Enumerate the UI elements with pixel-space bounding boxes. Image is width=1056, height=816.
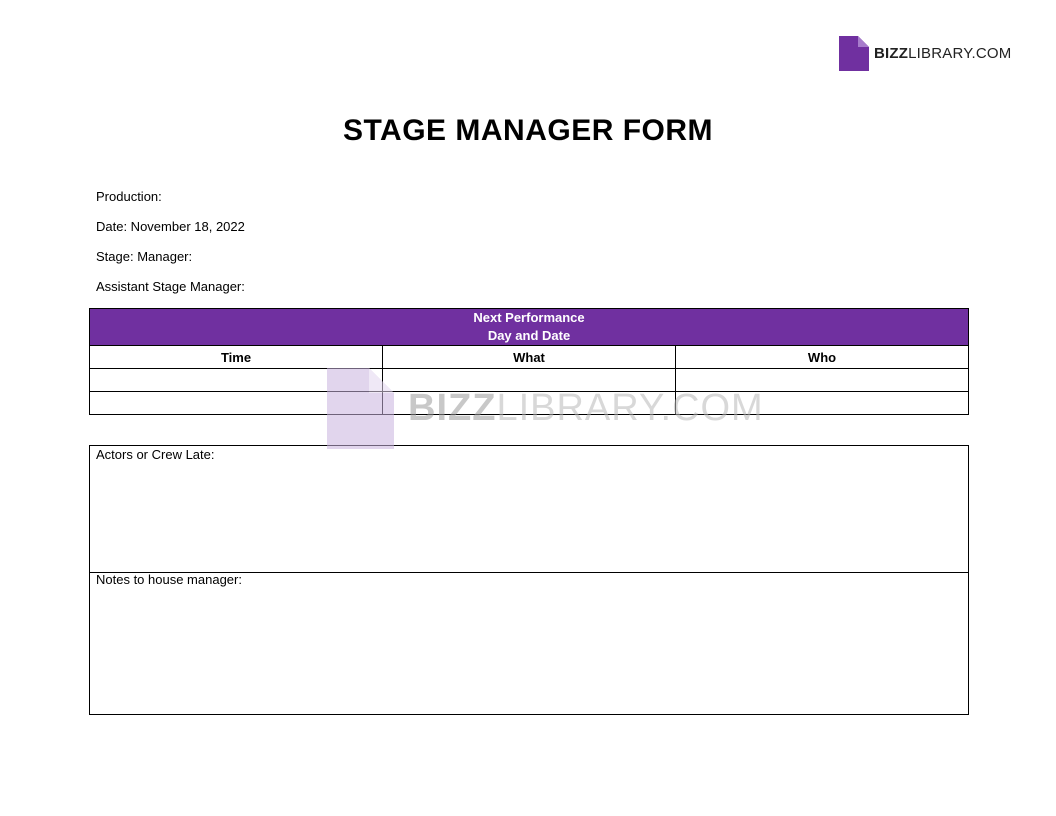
column-header-time: Time xyxy=(90,346,383,369)
assistant-stage-manager-field: Assistant Stage Manager: xyxy=(96,279,245,294)
date-field: Date: November 18, 2022 xyxy=(96,219,245,234)
table-row xyxy=(90,392,969,415)
next-performance-table xyxy=(89,308,969,415)
column-header-row xyxy=(90,346,969,369)
actors-crew-late-box[interactable] xyxy=(89,445,969,573)
house-manager-notes-label: Notes to house manager: xyxy=(96,572,242,587)
production-field: Production: xyxy=(96,189,162,204)
watermark-text: BIZZLIBRARY.COM xyxy=(408,387,764,429)
table-cell[interactable] xyxy=(90,369,383,392)
house-manager-notes-box[interactable] xyxy=(89,571,969,715)
table-cell[interactable] xyxy=(90,392,383,415)
column-header-what: What xyxy=(383,346,676,369)
table-cell[interactable] xyxy=(383,392,676,415)
header-line-2: Day and Date xyxy=(487,328,571,343)
logo-text: BIZZLIBRARY.COM xyxy=(874,45,1012,62)
column-header-who: Who xyxy=(676,346,969,369)
document-logo-icon xyxy=(839,36,869,71)
table-cell[interactable] xyxy=(383,369,676,392)
bizzlibrary-logo xyxy=(839,36,1012,71)
next-performance-header xyxy=(90,309,969,346)
page-title: STAGE MANAGER FORM xyxy=(342,114,714,147)
header-line-1: Next Performance xyxy=(473,310,585,325)
table-header-row xyxy=(90,309,969,346)
table-cell[interactable] xyxy=(676,369,969,392)
table-row xyxy=(90,369,969,392)
actors-crew-late-label: Actors or Crew Late: xyxy=(96,447,215,462)
stage-manager-field: Stage: Manager: xyxy=(96,249,193,264)
table-cell[interactable] xyxy=(676,392,969,415)
